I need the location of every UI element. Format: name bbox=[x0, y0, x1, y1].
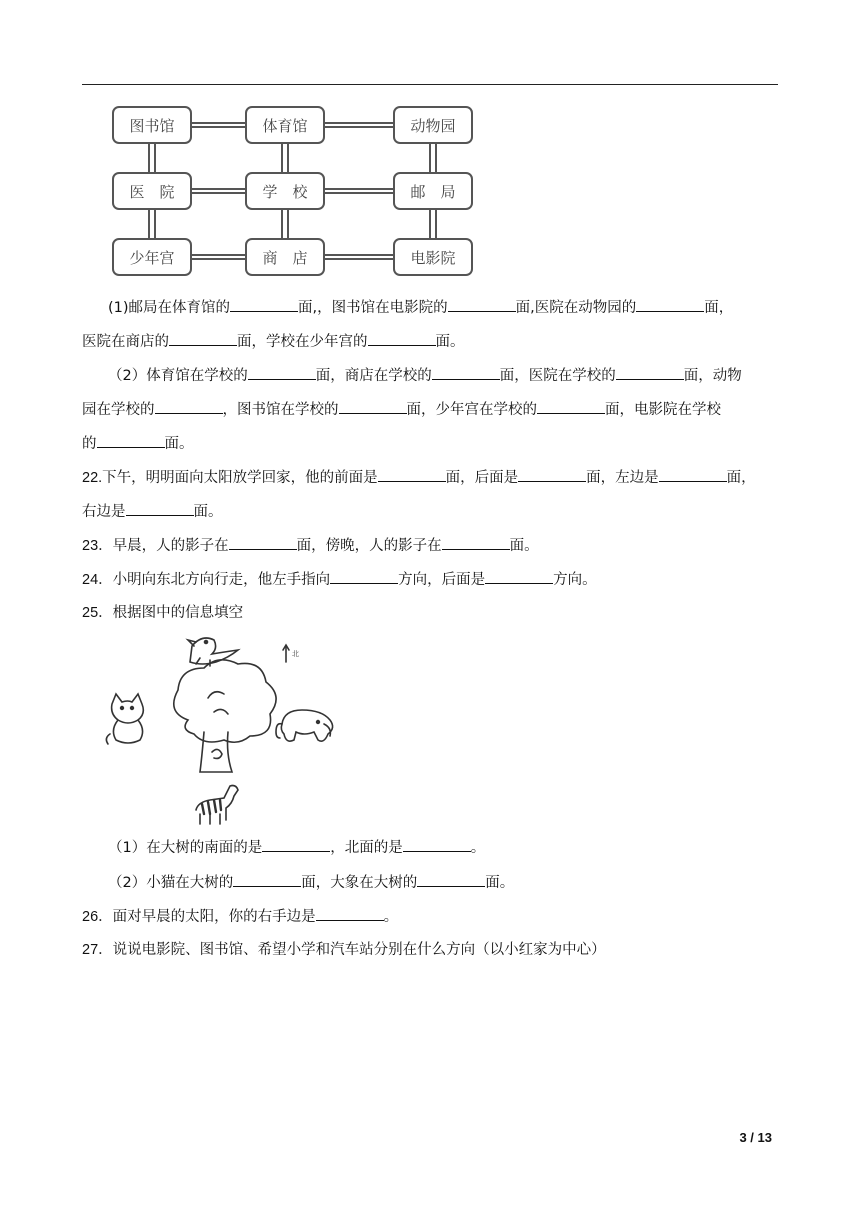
road-h bbox=[192, 122, 245, 128]
page-number: 3 / 13 bbox=[739, 1130, 772, 1145]
q27-line: 27．说说电影院、图书馆、希望小学和汽车站分别在什么方向（以小红家为中心） bbox=[82, 942, 606, 958]
question-number: 24． bbox=[82, 572, 113, 588]
answer-blank[interactable] bbox=[659, 467, 727, 482]
answer-blank[interactable] bbox=[485, 569, 553, 584]
q21-part2-line3: 的 面。 bbox=[82, 433, 782, 454]
road-h bbox=[325, 122, 393, 128]
answer-blank[interactable] bbox=[442, 535, 510, 550]
answer-blank[interactable] bbox=[229, 535, 297, 550]
question-number: 23． bbox=[82, 538, 113, 554]
q22-line1: 22.下午，明明面向太阳放学回家，他的前面是 面，后面是 面，左边是 面， bbox=[82, 467, 782, 488]
answer-blank[interactable] bbox=[339, 399, 407, 414]
answer-blank[interactable] bbox=[378, 467, 446, 482]
answer-blank[interactable] bbox=[417, 872, 485, 887]
q23-line: 23．早晨，人的影子在 面，傍晚，人的影子在 面。 bbox=[82, 535, 782, 556]
answer-blank[interactable] bbox=[230, 297, 298, 312]
q25-sub2: （2）小猫在大树的 面，大象在大树的 面。 bbox=[108, 872, 808, 893]
answer-blank[interactable] bbox=[169, 331, 237, 346]
question-number: 26． bbox=[82, 909, 113, 925]
road-v bbox=[281, 210, 289, 238]
elephant-icon bbox=[276, 710, 333, 741]
answer-blank[interactable] bbox=[403, 837, 471, 852]
map-box-hospital: 医 院 bbox=[112, 172, 192, 210]
map-box-school: 学 校 bbox=[245, 172, 325, 210]
q21-part1-line1: (1)邮局在体育馆的 面,，图书馆在电影院的 面,医院在动物园的 面， bbox=[108, 297, 808, 318]
zebra-icon bbox=[196, 786, 238, 825]
road-h bbox=[325, 254, 393, 260]
q21-part1-line2: 医院在商店的 面，学校在少年宫的 面。 bbox=[82, 331, 782, 352]
question-number: 25． bbox=[82, 605, 113, 621]
answer-blank[interactable] bbox=[537, 399, 605, 414]
answer-blank[interactable] bbox=[262, 837, 330, 852]
answer-blank[interactable] bbox=[233, 872, 301, 887]
map-box-cinema: 电影院 bbox=[393, 238, 473, 276]
map-box-library: 图书馆 bbox=[112, 106, 192, 144]
answer-blank[interactable] bbox=[448, 297, 516, 312]
road-h bbox=[192, 188, 245, 194]
road-v bbox=[148, 210, 156, 238]
answer-blank[interactable] bbox=[636, 297, 704, 312]
road-v bbox=[148, 144, 156, 172]
q21-part2-line2: 园在学校的 ，图书馆在学校的 面，少年宫在学校的 面，电影院在学校 bbox=[82, 399, 782, 420]
q25-line: 25．根据图中的信息填空 bbox=[82, 605, 244, 621]
q26-line: 26．面对早晨的太阳，你的右手边是 。 bbox=[82, 906, 782, 927]
road-v bbox=[429, 144, 437, 172]
answer-blank[interactable] bbox=[126, 501, 194, 516]
answer-blank[interactable] bbox=[368, 331, 436, 346]
answer-blank[interactable] bbox=[518, 467, 586, 482]
map-box-post-office: 邮 局 bbox=[393, 172, 473, 210]
answer-blank[interactable] bbox=[97, 433, 165, 448]
map-box-shop: 商 店 bbox=[245, 238, 325, 276]
q21-part2-line1: （2）体育馆在学校的 面，商店在学校的 面，医院在学校的 面，动物 bbox=[108, 365, 808, 386]
map-box-youth-palace: 少年宫 bbox=[112, 238, 192, 276]
tree-icon bbox=[174, 660, 276, 772]
answer-blank[interactable] bbox=[248, 365, 316, 380]
road-h bbox=[325, 188, 393, 194]
road-v bbox=[281, 144, 289, 172]
answer-blank[interactable] bbox=[616, 365, 684, 380]
question-number: 27． bbox=[82, 942, 113, 958]
road-h bbox=[192, 254, 245, 260]
map-box-gym: 体育馆 bbox=[245, 106, 325, 144]
q22-line2: 右边是 面。 bbox=[82, 501, 782, 522]
answer-blank[interactable] bbox=[432, 365, 500, 380]
cat-icon bbox=[106, 694, 143, 744]
direction-map bbox=[112, 106, 478, 278]
road-v bbox=[429, 210, 437, 238]
question-number: 22. bbox=[82, 470, 103, 486]
north-arrow-icon bbox=[283, 645, 299, 662]
header-rule bbox=[82, 84, 778, 85]
answer-blank[interactable] bbox=[316, 906, 384, 921]
answer-blank[interactable] bbox=[330, 569, 398, 584]
answer-blank[interactable] bbox=[155, 399, 223, 414]
north-label: 北 bbox=[292, 650, 299, 658]
q25-illustration bbox=[96, 628, 356, 828]
q24-line: 24．小明向东北方向行走，他左手指向 方向，后面是 方向。 bbox=[82, 569, 782, 590]
q25-sub1: （1）在大树的南面的是 ，北面的是 。 bbox=[108, 837, 808, 858]
map-box-zoo: 动物园 bbox=[393, 106, 473, 144]
